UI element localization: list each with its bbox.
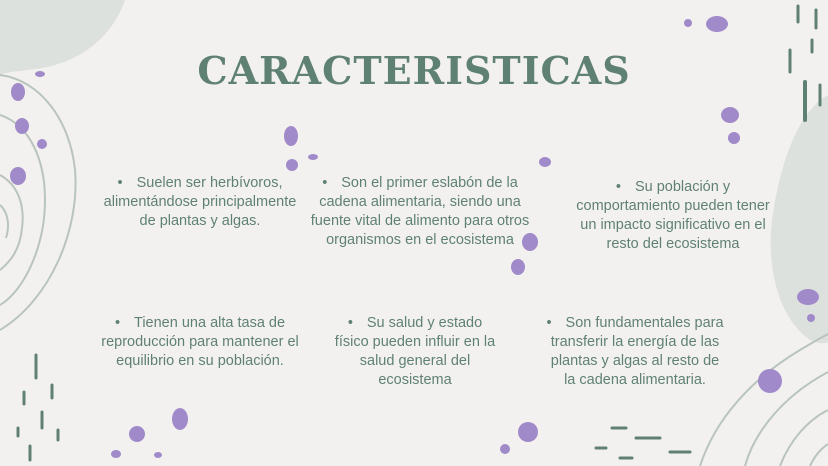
- bullet-text: Son fundamentales para transferir la energía de las plantas y algas al resto de la cadena alimentaria.: [550, 315, 724, 388]
- bullet-point-2: [300, 174, 540, 250]
- bullet-text: Suelen ser herbívoros, alimentándose principalmente de plantas y algas.: [103, 175, 297, 229]
- bullet-marker: •: [322, 175, 328, 191]
- gray-blob-right: [771, 95, 828, 343]
- bullet-text: Su salud y estado físico pueden influir en la salud general del ecosistema: [334, 315, 496, 388]
- bullet-point-1: [100, 174, 300, 231]
- bullet-marker: •: [615, 179, 621, 195]
- bullet-text: Tienen una alta tasa de reproducción para mantener el equilibrio en su población.: [101, 315, 299, 369]
- bullet-marker: •: [117, 175, 123, 191]
- contour-lines-left: [0, 75, 76, 330]
- bullet-point-6: [545, 314, 725, 390]
- bullet-point-4: [100, 314, 300, 371]
- bullet-marker: •: [546, 315, 552, 331]
- bullet-text: Son el primer eslabón de la cadena alimentaria, siendo una fuente vital de alimento para otros organismos en el ecosistema: [310, 175, 530, 248]
- bullet-point-3: [568, 178, 778, 254]
- bullet-text: Su población y comportamiento pueden tener un impacto significativo en el resto del ecosistema: [576, 179, 770, 252]
- slide-title: CARACTERISTICAS: [197, 48, 631, 93]
- bullet-marker: •: [347, 315, 353, 331]
- bullet-marker: •: [114, 315, 121, 331]
- bullet-point-5: [330, 314, 500, 390]
